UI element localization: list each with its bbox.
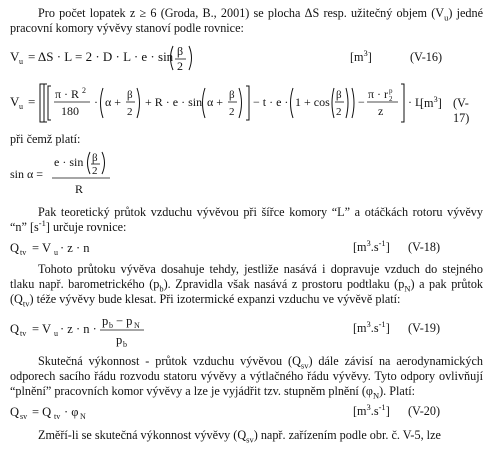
svg-text:· φ: · φ [64, 405, 79, 419]
paragraph-theoretical-flow: Pak teoretický průtok vzduchu vývěvou při šířce komory “L” a otáčkách rotoru vývěvy “n” $[s^{-1}]$ určuje rovnice: [10, 205, 483, 234]
svg-text:N: N [80, 412, 86, 421]
svg-text:· L: · L [408, 95, 423, 109]
svg-text:2: 2 [229, 106, 235, 118]
svg-text:R: R [75, 182, 84, 196]
svg-text:1 + cos: 1 + cos [295, 95, 330, 109]
equation-v17 [10, 80, 483, 126]
svg-text:2: 2 [127, 106, 133, 118]
svg-text:π · r: π · r [368, 87, 389, 101]
eq-number-v18: (V-18) [408, 240, 441, 254]
unit-v17: $[m^3]$ [420, 93, 442, 110]
text-intro: Pro počet lopatek z ≥ 6 (Groda, B., 2001) se plocha ΔS resp. užitečný objem (V [38, 6, 445, 20]
svg-text:− t · e ·: − t · e · [253, 95, 289, 109]
unit-v19: $[m^3.s^{-1}]$ [353, 318, 390, 335]
svg-text:= ΔS · L = 2 · D · L · e · sin: = ΔS · L = 2 · D · L · e · sin [28, 49, 174, 64]
svg-text:Q: Q [10, 322, 20, 336]
svg-text:= Q: = Q [32, 405, 52, 419]
svg-text:e · sin: e · sin [54, 155, 84, 169]
svg-text:− p: − p [116, 314, 133, 328]
svg-text:tv: tv [54, 412, 61, 421]
unit-v20: $[m^3.s^{-1}]$ [353, 401, 390, 418]
svg-text:+ R · e · sin: + R · e · sin [145, 95, 203, 109]
svg-text:u: u [19, 102, 23, 111]
svg-text:p: p [116, 333, 123, 347]
paragraph-real-capacity: Skutečná výkonnost - průtok vzduchu vývěvou $(Q_{sv})$ dále závisí na aerodynamických odporech sacího řádu rozvodu statoru vývěvy a výtlačného řádu vývěvy. Tyto odpory ovlivňují “plnění” pracovních komor vývěvy a lze je vyjádřit tzv. stupněm plnění $(\varphi_N)$. Platí: [10, 354, 483, 401]
svg-text:sv: sv [20, 412, 28, 421]
paragraph-isothermal: Tohoto průtoku vývěva dosahuje tehdy, jestliže nasává i dopravuje vzduch do stejného tlaku např. barometrického $(p_b)$. Zpravidla však nasává z prostoru podtlaku $(p_N)$ a pak průtok $(Q_{tv})$ téže vývěvy bude klesat. Při izotermické expanzi vzduchu ve vývěvě platí: [10, 262, 484, 309]
svg-text:tv: tv [20, 248, 27, 257]
svg-text:V: V [10, 94, 20, 109]
equation-v17-formula [10, 80, 370, 126]
svg-text:α +: α + [105, 95, 122, 109]
svg-text:·: · [94, 95, 98, 109]
svg-text:β: β [127, 89, 133, 101]
unit-v18: $[m^3.s^{-1}]$ [353, 237, 390, 254]
equation-v16-formula [10, 40, 350, 76]
svg-text:u: u [54, 248, 58, 257]
equation-v16 [10, 40, 483, 76]
svg-text:V: V [10, 49, 20, 64]
svg-text:· z · n ·: · z · n · [60, 322, 97, 336]
svg-text:= V: = V [32, 241, 51, 255]
svg-text:N: N [134, 321, 140, 330]
svg-text:2: 2 [336, 106, 342, 118]
svg-text:2: 2 [92, 165, 98, 177]
equation-v19 [10, 313, 483, 349]
eq-number-v17: (V-17) [453, 96, 470, 125]
svg-text:=: = [28, 94, 36, 109]
svg-text:α +: α + [207, 95, 224, 109]
eq-number-v16: (V-16) [410, 50, 443, 64]
svg-text:z: z [378, 104, 384, 118]
svg-text:β: β [177, 44, 184, 58]
paragraph-intro: Pro počet lopatek z ≥ 6 (Groda, B., 2001) se plocha ΔS resp. užitečný objem $(V_u)$ jedné pracovní komory vývěvy stanoví podle rovnice: [10, 6, 483, 35]
equation-v18 [10, 238, 483, 258]
svg-text:2: 2 [389, 95, 393, 103]
equation-v18-formula [10, 238, 210, 258]
svg-text:sin α =: sin α = [10, 167, 44, 181]
svg-text:Q: Q [10, 405, 20, 419]
equation-sin-alpha [10, 148, 483, 202]
svg-text:· z · n: · z · n [60, 241, 90, 255]
equation-sin-alpha-formula [10, 148, 130, 202]
svg-text:p: p [389, 87, 393, 95]
svg-text:2: 2 [177, 59, 183, 73]
equation-v20-formula [10, 402, 210, 422]
eq-number-v20: (V-20) [408, 404, 441, 418]
eq-number-v19: (V-19) [408, 321, 441, 335]
svg-text:2: 2 [82, 86, 86, 95]
equation-v20 [10, 402, 483, 422]
svg-text:−: − [358, 95, 365, 109]
unit-v16: $[m^3]$ [350, 47, 372, 64]
svg-text:u: u [54, 329, 58, 338]
svg-text:p: p [102, 314, 109, 328]
svg-text:u: u [19, 57, 23, 66]
svg-text:Q: Q [10, 241, 20, 255]
svg-text:= V: = V [32, 322, 51, 336]
svg-text:180: 180 [61, 104, 79, 118]
paragraph-measured: Změří-li se skutečná výkonnost vývěvy $(Q_{sv})$ např. zařízením podle obr. č. V-5, lze [38, 428, 441, 445]
svg-text:b: b [123, 340, 127, 349]
svg-text:π · R: π · R [55, 87, 80, 101]
equation-v19-formula [10, 313, 230, 349]
svg-text:tv: tv [20, 329, 27, 338]
svg-text:β: β [229, 89, 235, 101]
svg-text:β: β [92, 152, 98, 164]
paragraph-where: při čemž platí: [10, 132, 81, 146]
svg-text:β: β [336, 89, 342, 101]
svg-text:b: b [109, 321, 113, 330]
